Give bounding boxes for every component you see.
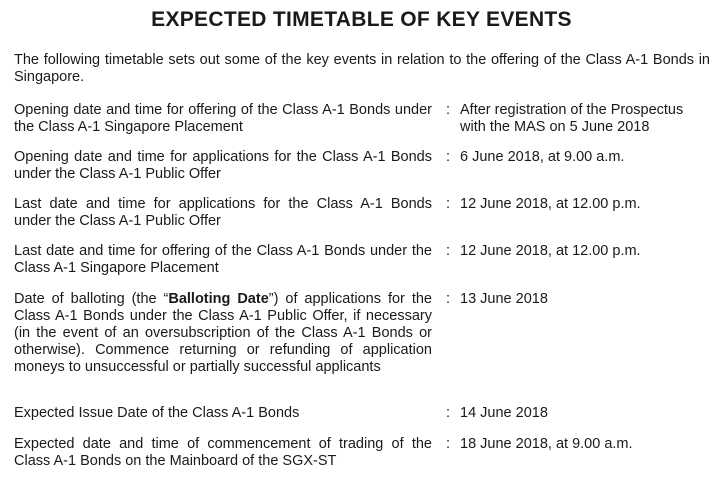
event-description: Last date and time for offering of the Class A-1 Bonds under the Class A-1 Singapore Placement (14, 243, 432, 276)
separator: : (446, 149, 451, 165)
event-description (14, 291, 432, 376)
description-text: Date of balloting (the “ (14, 291, 169, 307)
event-date: 12 June 2018, at 12.00 p.m. (460, 243, 641, 259)
defined-term: Balloting Date (168, 291, 269, 307)
event-date: 13 June 2018 (460, 291, 548, 307)
event-date: After registration of the Prospectus with the MAS on 5 June 2018 (460, 102, 684, 135)
page-title: EXPECTED TIMETABLE OF KEY EVENTS (151, 8, 572, 31)
event-date: 14 June 2018 (460, 405, 548, 421)
separator: : (446, 102, 451, 118)
event-description: Last date and time for applications for the Class A-1 Bonds under the Class A-1 Public Offer (14, 196, 432, 229)
event-date: 12 June 2018, at 12.00 p.m. (460, 196, 641, 212)
separator: : (446, 436, 451, 452)
separator: : (446, 243, 451, 259)
description-text: ”) of applications for the Class A-1 Bonds under the Class A-1 Public Offer, if necessary (in the event of an oversubscription of the Class A-1 Bonds or otherwise). Commence returning or refunding of application moneys to unsuccessful or partially successful applicants (14, 291, 432, 375)
separator: : (446, 405, 451, 421)
event-description: Expected Issue Date of the Class A-1 Bonds (14, 405, 300, 421)
separator: : (446, 196, 451, 212)
intro-paragraph: The following timetable sets out some of the key events in relation to the offering of the Class A-1 Bonds in Singapore. (14, 52, 710, 85)
event-description: Expected date and time of commencement of trading of the Class A-1 Bonds on the Mainboard of the SGX-ST (14, 436, 432, 469)
event-date: 6 June 2018, at 9.00 a.m. (460, 149, 625, 165)
separator: : (446, 291, 451, 307)
event-date: 18 June 2018, at 9.00 a.m. (460, 436, 633, 452)
event-description: Opening date and time for applications for the Class A-1 Bonds under the Class A-1 Public Offer (14, 149, 432, 182)
event-description: Opening date and time for offering of the Class A-1 Bonds under the Class A-1 Singapore Placement (14, 102, 432, 135)
